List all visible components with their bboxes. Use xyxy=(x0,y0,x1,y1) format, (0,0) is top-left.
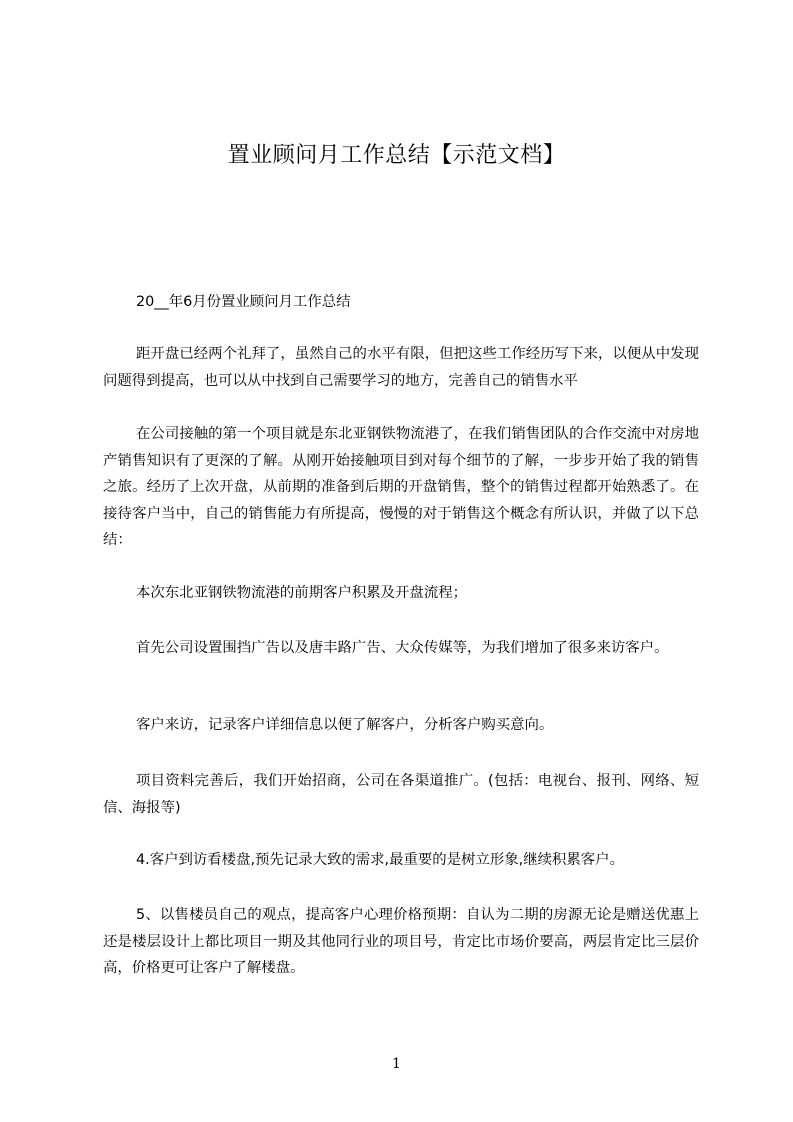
paragraph-process-title: 本次东北亚钢铁物流港的前期客户积累及开盘流程； xyxy=(136,585,467,601)
paragraph-project: 在公司接触的第一个项目就是东北亚钢铁物流港了，在我们销售团队的合作交流中对房地产销售知识有了更深的了解。从刚开始接触项目到对每个细节的了解，一步步开始了我的销售之旅。经历了上次开盘，从前期的准备到后期的开盘销售，整个的销售过程都开始熟悉了。在接待客户当中，自己的销售能力有所提高，慢慢的对于销售这个概念有所认识，并做了以下总结： xyxy=(103,426,699,548)
paragraph-step-5: 5、以售楼员自己的观点，提高客户心理价格预期：自认为二期的房源无论是赠送优惠上还是楼层设计上都比项目一期及其他同行业的项目号，肯定比市场价要高，两层肯定比三层价高，价格更可让客户了解楼盘。 xyxy=(103,907,699,976)
paragraph-step-visits: 客户来访，记录客户详细信息以便了解客户，分析客户购买意向。 xyxy=(136,717,554,733)
paragraph-step-promotion: 项目资料完善后，我们开始招商，公司在各渠道推广。(包括：电视台、报刊、网络、短信、海报等) xyxy=(103,773,699,816)
page-number: 1 xyxy=(392,1056,401,1072)
paragraph-intro: 距开盘已经两个礼拜了，虽然自己的水平有限，但把这些工作经历写下来，以便从中发现问题得到提高，也可以从中找到自己需要学习的地方，完善自己的销售水平 xyxy=(103,346,699,389)
document-title: 置业顾问月工作总结【示范文档】 xyxy=(227,143,566,168)
paragraph-heading: 20__年6月份置业顾问月工作总结 xyxy=(136,294,351,310)
paragraph-step-advertising: 首先公司设置围挡广告以及唐丰路广告、大众传媒等，为我们增加了很多来访客户。 xyxy=(136,640,669,656)
paragraph-step-4: 4.客户到访看楼盘,预先记录大致的需求,最重要的是树立形象,继续积累客户。 xyxy=(136,852,624,868)
